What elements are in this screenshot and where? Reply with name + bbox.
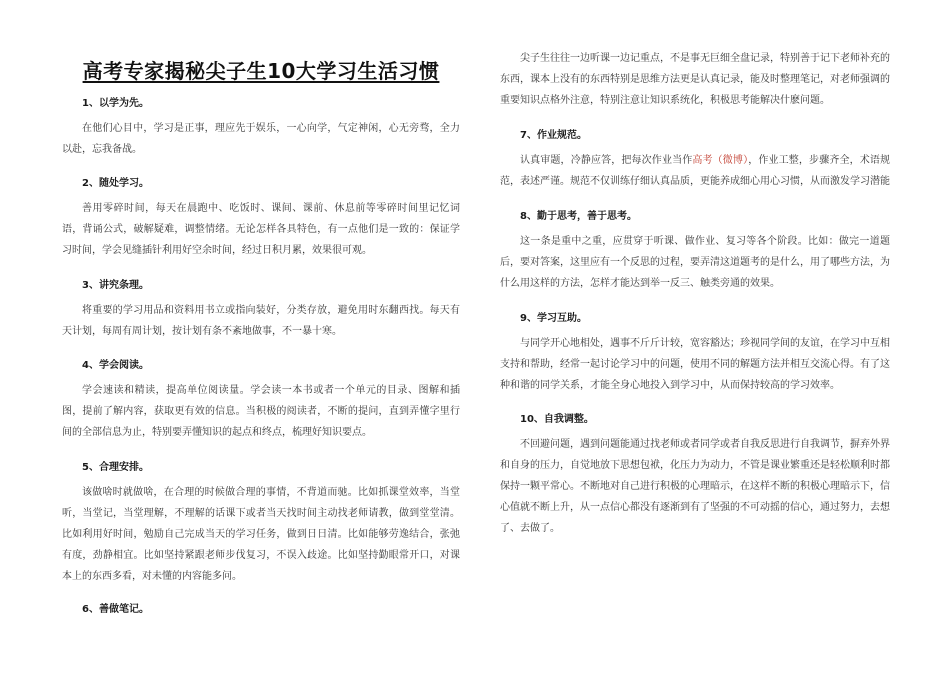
section-heading-6: 6、善做笔记。 [82,604,149,615]
section-body-9: 与同学开心地相处，遇事不斤斤计较，宽容豁达；珍视同学间的友谊，在学习中互相支持和帮助，经常一起讨论学习中的问题，使用不同的解题方法并相互交流心得。有了这种和谐的同学关系，才能全身心地投入到学习中，从而保持较高的学习效率。 [500,338,890,391]
section-heading-7: 7、作业规范。 [520,130,587,141]
section-heading-1: 1、以学为先。 [82,98,149,109]
section-heading-4: 4、学会阅读。 [82,360,149,371]
section-body-5: 该做啥时就做啥，在合理的时候做合理的事情，不背道而驰。比如抓课堂效率，当堂听，当堂记，当堂理解，不理解的话课下或者当天找时间主动找老师请教，做到堂堂清。比如利用好时间，勉励自己完成当天的学习任务，做到日日清。比如能够劳逸结合，张弛有度，劲静相宜。比如坚持紧跟老师步伐复习，不误入歧途。比如坚持勤眼常开口，对课本上的东西多看，对未懂的内容能多问。 [62,487,460,582]
section-body-10: 不回避问题，遇到问题能通过找老师或者同学或者自我反思进行自我调节，摒弃外界和自身的压力，自觉地放下思想包袱，化压力为动力，不管是课业繁重还是轻松顺利时都保持一颗平常心。不断地对自己进行积极的心理暗示，在这样不断的积极心理暗示下，信心值就不断上升，从一点信心都没有逐渐到有了坚强的不可动摇的信心，通过努力，去想了、去做了。 [500,439,890,534]
section-body-7-part2: ，作业工整，步骤齐全，术语规范，表述严谨。规范不仅训练仔细认真品质，更能养成细心用心习惯，从而激发学习潜能 [500,155,891,187]
section-heading-3: 3、讲究条理。 [82,280,149,291]
section-body-6: 尖子生往往一边听课一边记重点，不是事无巨细全盘记录，特别善于记下老师补充的东西，课本上没有的东西特别是思维方法更是认真记录，能及时整理笔记，对老师强调的重要知识点格外注意，特别注意让知识系统化，积极思考能解决什麽问题。 [500,53,890,106]
section-body-1: 在他们心目中，学习是正事，理应先于娱乐，一心向学，气定神闲，心无旁骛，全力以赴，忘我备战。 [62,123,460,155]
document-title: 高考专家揭秘尖子生10大学习生活习惯 [82,59,440,83]
section-heading-9: 9、学习互助。 [520,313,587,324]
section-body-4: 学会速读和精读，提高单位阅读量。学会读一本书或者一个单元的目录、图解和插图，提前了解内容，获取更有效的信息。当积极的阅读者，不断的提问，直到弄懂字里行间的全部信息为止，特别要弄懂知识的起点和终点，梳理好知识要点。 [62,385,460,438]
section-body-7 [500,150,890,192]
gaokao-weibo-link[interactable]: 高考（微博） [692,155,749,166]
section-heading-8: 8、勤于思考，善于思考。 [520,211,637,222]
section-heading-10: 10、自我调整。 [520,414,594,425]
section-heading-5: 5、合理安排。 [82,462,149,473]
section-body-2: 善用零碎时间，每天在晨跑中、吃饭时、课间、课前、休息前等零碎时间里记忆词语，背诵公式，破解疑难，调整情绪。无论怎样各具特色，有一点他们是一致的：保证学习时间，学会见缝插针利用好空余时间，经过日积月累，效果很可观。 [62,203,460,256]
section-body-7-part1: 认真审题，冷静应答，把每次作业当作 [520,155,693,166]
section-heading-2: 2、随处学习。 [82,178,149,189]
section-body-8: 这一条是重中之重，应贯穿于听课、做作业、复习等各个阶段。比如：做完一道题后，要对答案，这里应有一个反思的过程，要弄清这道题考的是什么，用了哪些方法，为什么用这样的方法，怎样才能达到举一反三、触类旁通的效果。 [500,236,890,289]
section-body-3: 将重要的学习用品和资料用书立或指向装好，分类存放，避免用时东翻西找。每天有天计划，每周有周计划，按计划有条不紊地做事，不一暴十寒。 [62,305,460,337]
